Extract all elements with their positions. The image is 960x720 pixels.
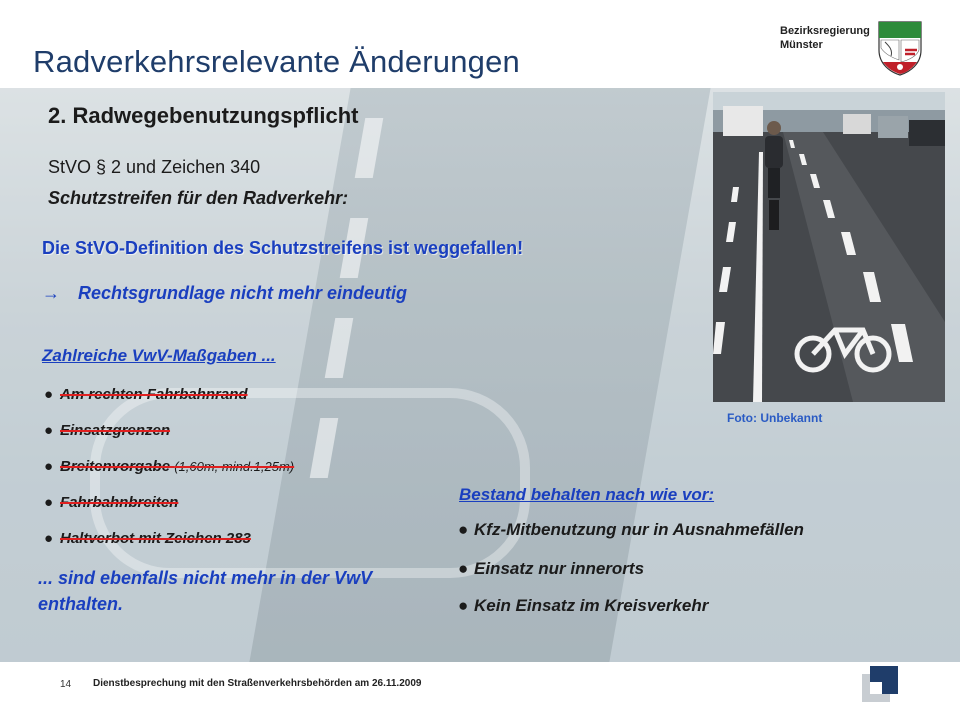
bullet-icon: ● (44, 458, 54, 475)
arrow-statement-text: Rechtsgrundlage nicht mehr eindeutig (78, 283, 408, 303)
list-item-detail: (1,60m, mind.1,25m) (174, 459, 295, 474)
bullet-icon: ● (458, 520, 469, 539)
list-item (44, 386, 248, 403)
vwv-conclusion: ... sind ebenfalls nicht mehr in der VwV enthalten. (38, 568, 373, 614)
logo-text (780, 24, 870, 52)
list-item-text: Haltverbot mit Zeichen 283 (60, 530, 251, 547)
schutzstreifen-label: Schutzstreifen für den Radverkehr: (48, 188, 349, 208)
list-item (458, 596, 708, 616)
vwv-heading: Zahlreiche VwV-Maßgaben ... (42, 346, 276, 365)
list-item (458, 520, 804, 540)
bullet-icon: ● (44, 422, 54, 439)
bike-lane-photo-illustration (713, 92, 945, 402)
bullet-icon: ● (44, 494, 54, 511)
bullet-icon: ● (44, 530, 54, 547)
nrw-coat-of-arms-icon (877, 20, 923, 76)
corner-square-logo-icon (862, 662, 906, 706)
logo-line-2: Münster (780, 39, 823, 51)
bestand-heading: Bestand behalten nach wie vor: (459, 485, 715, 504)
bullet-icon: ● (458, 559, 469, 578)
slide-title: Radverkehrsrelevante Änderungen (33, 44, 521, 79)
list-item (44, 494, 178, 511)
list-item-text: Kein Einsatz im Kreisverkehr (474, 596, 709, 615)
logo-line-1: Bezirksregierung (780, 25, 870, 37)
bullet-icon: ● (44, 386, 54, 403)
list-item (44, 422, 170, 439)
bike-lane-photo (713, 92, 945, 402)
footer-text: Dienstbesprechung mit den Straßenverkehrsbehörden am 26.11.2009 (93, 678, 422, 689)
list-item (458, 559, 644, 579)
list-item (44, 458, 294, 475)
arrow-statement (42, 283, 407, 304)
list-item-text: Kfz-Mitbenutzung nur in Ausnahmefällen (474, 520, 804, 539)
warning-text: Die StVO-Definition des Schutzstreifens ist weggefallen! (42, 238, 524, 258)
arrow-right-icon: → (42, 283, 60, 303)
list-item (44, 530, 251, 547)
list-item-text: Einsatz nur innerorts (474, 559, 645, 578)
stvo-reference: StVO § 2 und Zeichen 340 (48, 157, 261, 177)
list-item-text: Einsatzgrenzen (60, 422, 171, 439)
bullet-icon: ● (458, 596, 469, 615)
list-item-text: Breitenvorgabe (60, 458, 175, 475)
section-heading: 2. Radwegebenutzungspflicht (48, 103, 359, 128)
page-number: 14 (60, 679, 72, 690)
photo-credit: Foto: Unbekannt (727, 411, 823, 425)
list-item-text: Am rechten Fahrbahnrand (60, 386, 248, 403)
bezirksregierung-logo (780, 20, 930, 80)
list-item-text: Fahrbahnbreiten (60, 494, 179, 511)
